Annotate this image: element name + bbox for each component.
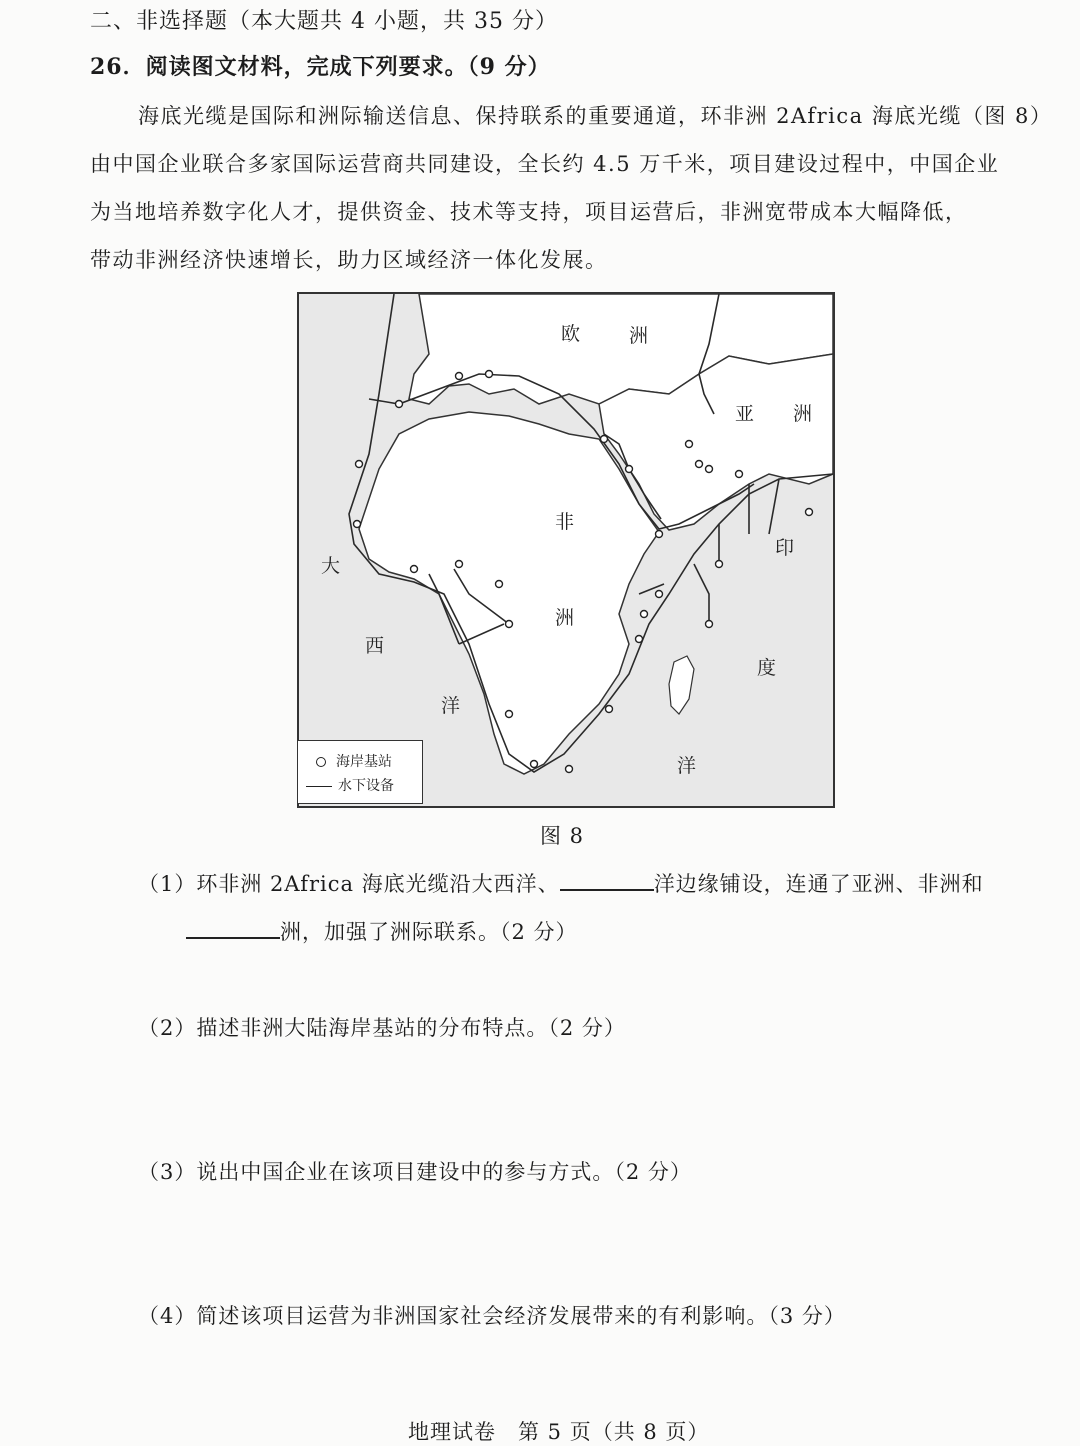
- label-indian-1: 印: [775, 537, 795, 559]
- answer-blank-2[interactable]: [186, 919, 280, 939]
- label-africa-2: 洲: [555, 607, 575, 629]
- africa-land: [359, 412, 659, 774]
- answer-blank-1[interactable]: [560, 871, 654, 891]
- africa-cable-map: [297, 292, 835, 808]
- paragraph-line: 为当地培养数字化人才，提供资金、技术等支持，项目运营后，非洲宽带成本大幅降低，: [90, 200, 968, 224]
- label-asia-2: 洲: [793, 403, 813, 425]
- label-asia-1: 亚: [735, 403, 755, 425]
- label-indian-2: 度: [757, 657, 777, 679]
- label-atlantic-2: 西: [365, 635, 385, 657]
- legend-station: 海岸基站: [306, 751, 392, 771]
- label-indian-3: 洋: [677, 755, 697, 777]
- page-footer: 地理试卷 第 5 页（共 8 页）: [408, 1420, 710, 1444]
- paragraph-line: 带动非洲经济快速增长，助力区域经济一体化发展。: [90, 248, 608, 272]
- subquestion-2: （2）描述非洲大陆海岸基站的分布特点。（2 分）: [138, 1016, 626, 1040]
- label-europe-1: 欧: [561, 323, 581, 345]
- subquestion-1-cont: 洲，加强了洲际联系。（2 分）: [186, 916, 578, 946]
- subquestion-4: （4）简述该项目运营为非洲国家社会经济发展带来的有利影响。（3 分）: [138, 1304, 846, 1328]
- question-title: 26．阅读图文材料，完成下列要求。（9 分）: [90, 54, 551, 80]
- label-atlantic-1: 大: [321, 555, 341, 577]
- paragraph-line: 由中国企业联合多家国际运营商共同建设，全长约 4.5 万千米，项目建设过程中，中国企业: [90, 152, 1000, 176]
- map-legend: [297, 740, 423, 804]
- label-atlantic-3: 洋: [441, 695, 461, 717]
- legend-cable: 水下设备: [306, 775, 394, 795]
- subquestion-3: （3）说出中国企业在该项目建设中的参与方式。（2 分）: [138, 1160, 692, 1184]
- label-europe-2: 洲: [629, 325, 649, 347]
- paragraph-line: 海底光缆是国际和洲际输送信息、保持联系的重要通道，环非洲 2Africa 海底光缆（图 8）: [138, 104, 1053, 128]
- cable-line-icon: [306, 786, 332, 787]
- label-africa-1: 非: [555, 511, 575, 533]
- station-marker-icon: [316, 757, 326, 767]
- figure-caption: 图 8: [540, 824, 585, 848]
- subquestion-1: （1）环非洲 2Africa 海底光缆沿大西洋、 洋边缘铺设，连通了亚洲、非洲和: [138, 872, 984, 896]
- section-title: 二、非选择题（本大题共 4 小题，共 35 分）: [90, 9, 558, 34]
- madagascar-land: [669, 656, 694, 714]
